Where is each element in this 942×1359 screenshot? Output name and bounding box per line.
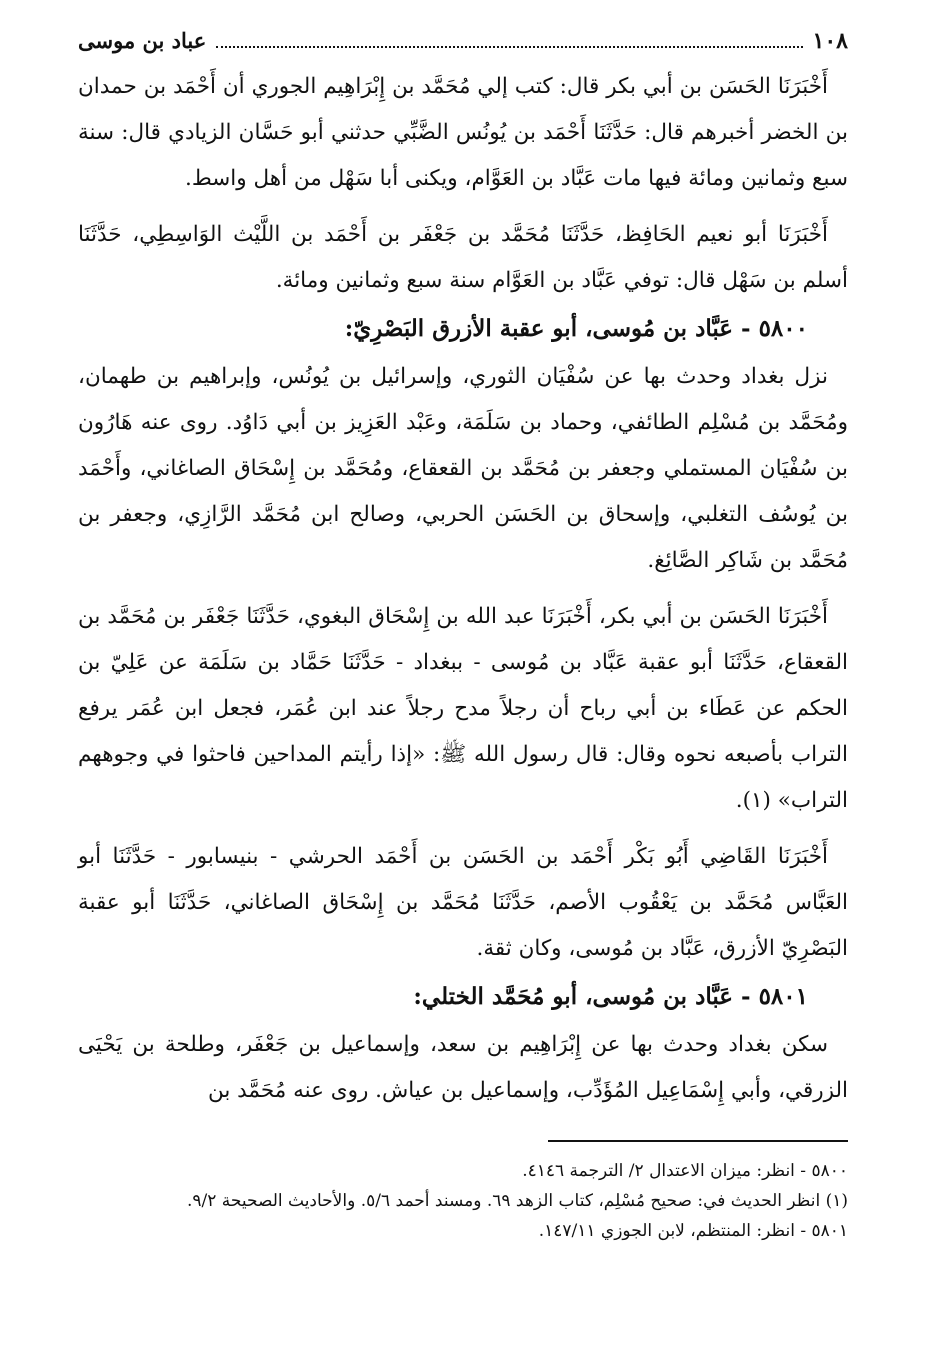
running-title: عباد بن موسى [78,28,207,53]
footnotes [78,1156,848,1246]
footnote: ٥٨٠١ - انظر: المنتظم، لابن الجوزي ١٤٧/١١. [538,1221,848,1241]
header-dotted-leader [216,46,802,48]
paragraph: أَخْبَرَنَا أبو نعيم الحَافِظ، حَدَّثَنَا مُحَمَّد بن جَعْفَر بن أَحْمَد بن اللَّيْث الوَاسِطِي، حَدَّثَنَا أسلم بن سَهْل قال: توفي عَبَّاد بن العَوَّام سنة سبع وثمانين ومائة. [78,222,848,293]
page-number: ١٠٨ [812,28,848,54]
paragraph: أَخْبَرَنَا القَاضِي أَبُو بَكْر أَحْمَد بن الحَسَن بن أَحْمَد الحرشي - بنيسابور - حَدَّثَنَا أبو العَبَّاس مُحَمَّد بن يَعْقُوب الأصم، حَدَّثَنَا مُحَمَّد بن إِسْحَاق الصاغاني، حَدَّثَنَا أبو عقبة البَصْرِيّ الأزرق، عَبَّاد بن مُوسى، وكان ثقة. [78,844,848,961]
book-page [78,28,848,1338]
paragraph: أَخْبَرَنَا الحَسَن بن أبي بكر، أَخْبَرَنَا عبد الله بن إِسْحَاق البغوي، حَدَّثَنَا جَعْفَر بن مُحَمَّد بن القعقاع، حَدَّثَنَا أبو عقبة عَبَّاد بن مُوسى - ببغداد - حَدَّثَنَا حَمَّاد بن سَلَمَة عن عَلِيّ بن الحكم عن عَطَاء بن أبي رباح أن رجلاً مدح رجلاً عند ابن عُمَر، فجعل ابن عُمَر يرفع التراب بأصبعه نحوه وقال: قال رسول الله ﷺ: «إذا رأيتم المداحين فاحثوا في وجوههم التراب» (١). [78,604,848,813]
paragraph: أَخْبَرَنَا الحَسَن بن أبي بكر قال: كتب إلي مُحَمَّد بن إِبْرَاهِيم الجوري أن أَحْمَد بن حمدان بن الخضر أخبرهم قال: حَدَّثَنَا أَحْمَد بن يُونُس الضَّبِّي حدثني أبو حَسَّان الزيادي قال: سنة سبع وثمانين ومائة فيها مات عَبَّاد بن العَوَّام، ويكنى أبا سَهْل من أهل واسط. [78,74,848,191]
footnote: ٥٨٠٠ - انظر: ميزان الاعتدال ٢/ الترجمة ٤١٤٦. [522,1161,848,1181]
entry-heading-5800: ٥٨٠٠ - عَبَّاد بن مُوسى، أبو عقبة الأزرق البَصْرِيّ: [344,315,808,342]
footnote: (١) انظر الحديث في: صحيح مُسْلِم، كتاب الزهد ٦٩. ومسند أحمد ٥/٦. والأحاديث الصحيحة ٩/٢. [186,1191,848,1211]
running-header [78,28,848,64]
footnote-separator [548,1140,848,1142]
paragraph: سكن بغداد وحدث بها عن إِبْرَاهِيم بن سعد، وإسماعيل بن جَعْفَر، وطلحة بن يَحْيَى الزرقي، وأبي إِسْمَاعِيل المُؤَدِّب، وإسماعيل بن عياش. روى عنه مُحَمَّد بن [78,1032,848,1103]
paragraph: نزل بغداد وحدث بها عن سُفْيَان الثوري، وإسرائيل بن يُونُس، وإبراهيم بن طهمان، ومُحَمَّد بن مُسْلِم الطائفي، وحماد بن سَلَمَة، وعَبْد العَزِيز بن أبي دَاوُد. روى عنه هَارُون بن سُفْيَان المستملي وجعفر بن مُحَمَّد بن القعقاع، ومُحَمَّد بن إِسْحَاق الصاغاني، وأَحْمَد بن يُوسُف التغلبي، وإسحاق بن الحَسَن الحربي، وصالح ابن مُحَمَّد الرَّازِي، وجعفر بن مُحَمَّد بن شَاكِر الصَّائِغ. [78,364,848,573]
entry-heading-5801: ٥٨٠١ - عَبَّاد بن مُوسى، أبو مُحَمَّد الختلي: [413,983,808,1010]
